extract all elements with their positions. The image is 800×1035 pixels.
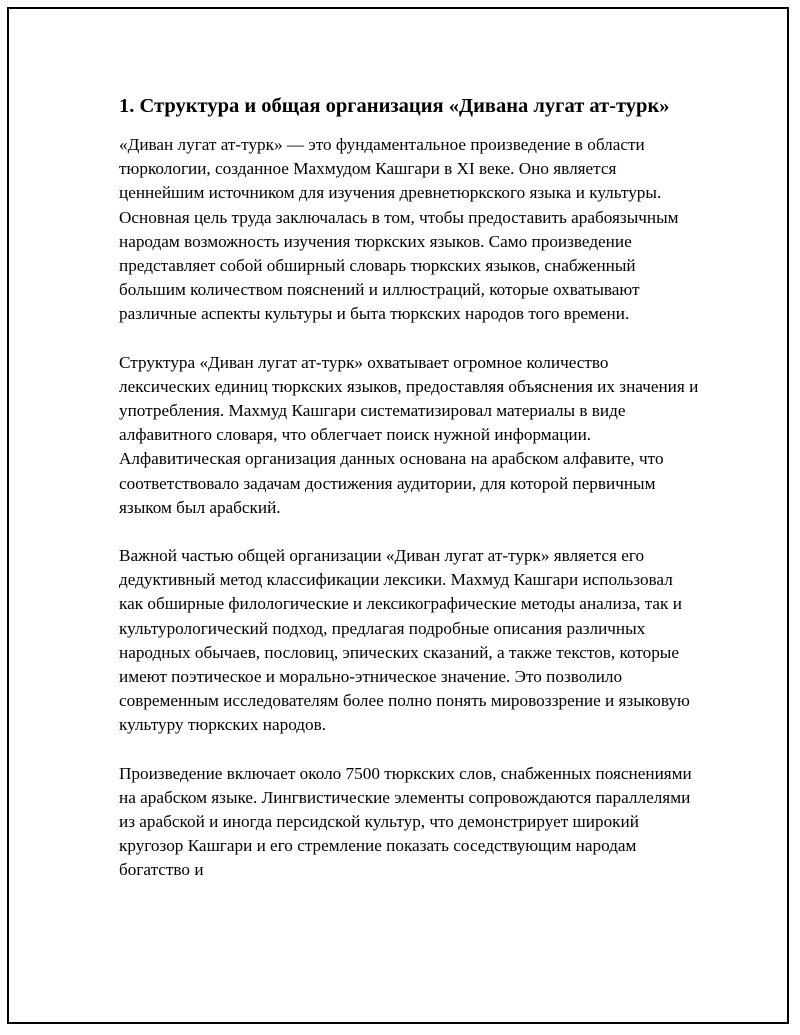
paragraph-method: Важной частью общей организации «Диван лугат ат-турк» является его дедуктивный метод классификации лексики. Махмуд Кашгари использовал как обширные филологические и лексикографические методы анализа, так и культурологический подход, предлагая подробные описания различных народных обычаев, пословиц, эпических сказаний, а также текстов, которые имеют поэтическое и морально-этническое значение. Это позволило современным исследователям более полно понять мировоззрение и языковую культуру тюркских народов. [119, 546, 690, 735]
paragraph-vocabulary: Произведение включает около 7500 тюркских слов, снабженных пояснениями на арабском языке. Лингвистические элементы сопровождаются параллелями из арабской и иногда персидской культур, что демонстрирует широкий кругозор Кашгари и его стремление показать соседствующим народам богатство и [119, 763, 692, 880]
paragraph-intro: «Диван лугат ат-турк» — это фундаментальное произведение в области тюркологии, созданное Махмудом Кашгари в XI веке. Оно является ценнейшим источником для изучения древнетюркского языка и культуры. Основная цель труда заключалась в том, чтобы предоставить арабоязычным народам возможность изучения тюркских языков. Само произведение представляет собой обширный словарь тюркских языков, снабженный большим количеством пояснений и иллюстраций, которые охватывают различные аспекты культуры и быта тюркских народов того времени. [119, 135, 679, 324]
document-body [119, 92, 699, 907]
paragraph-structure: Структура «Диван лугат ат-турк» охватывает огромное количество лексических единиц тюркских языков, предоставляя объяснения их значения и употребления. Махмуд Кашгари систематизировал материалы в виде алфавитного словаря, что облегчает поиск нужной информации. Алфавитическая организация данных основана на арабском алфавите, что соответствовало задачам достижения аудитории, для которой первичным языком был арабский. [119, 352, 699, 517]
section-heading: 1. Структура и общая организация «Дивана лугат ат-турк» [119, 95, 670, 117]
